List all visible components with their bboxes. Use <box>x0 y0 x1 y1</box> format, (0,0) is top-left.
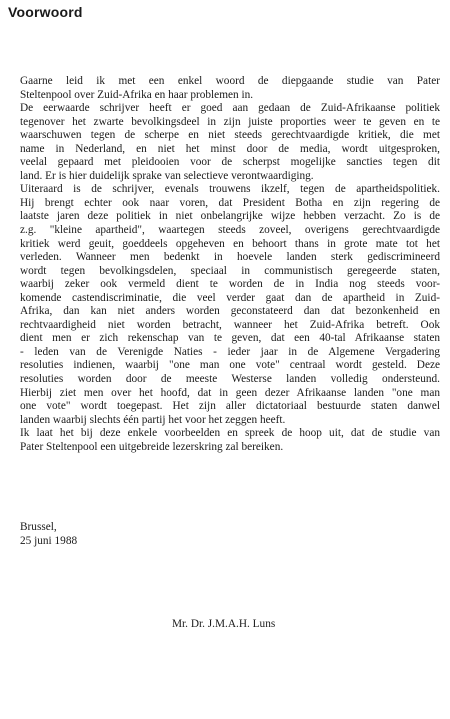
text-line: dient men er zich rekenschap van te geven, dat een 40-tal Afrikaanse staten <box>20 332 440 345</box>
closing-date: 25 juni 1988 <box>20 535 78 547</box>
signature: Mr. Dr. J.M.A.H. Luns <box>172 618 276 630</box>
closing-place: Brussel, <box>20 521 57 533</box>
text-line: resoluties worden door de meeste Westerse landen volledig ondersteund. <box>20 373 440 386</box>
text-line: wordt tegen bevolkingsdelen, speciaal in communistisch geregeerde staten, <box>20 264 440 277</box>
text-line: Pater Steltenpool een uitgebreide lezerskring zal bereiken. <box>20 440 284 453</box>
text-line: Uiteraard is de schrijver, evenals trouwens ikzelf, tegen de apartheidspolitiek. <box>20 183 440 196</box>
text-line: veelal gepaard met pleidooien voor de scherpst mogelijke sancties tegen dit <box>20 156 440 169</box>
text-line: Afrika, dan kan niet anders worden geconstateerd dan dat bezonkenheid en <box>20 305 440 318</box>
closing-block <box>20 520 77 548</box>
text-line: land. Er is hier duidelijk sprake van selectieve verontwaardiging. <box>20 169 314 182</box>
text-line: Gaarne leid ik met een enkel woord de diepgaande studie van Pater <box>20 75 440 87</box>
text-line: tegenover het zwarte bevolkingsdeel in zijn juiste proporties weer te geven en te <box>20 115 440 128</box>
text-line: waarbij zeker ook vermeld dient te worden de in India nog steeds voor- <box>20 278 440 291</box>
text-line: one vote" wordt toegepast. Het zijn aller dictatoriaal bestuurde staten danwel <box>20 400 440 413</box>
text-line: resoluties indienen, waarbij "one man one vote" centraal wordt gesteld. Deze <box>20 359 440 372</box>
text-line: rechtvaardigheid niet worden betracht, wanneer het Zuid-Afrika betreft. Ook <box>20 318 440 331</box>
body-text <box>20 75 440 454</box>
text-line: waarschuwen tegen de scherpe en niet steeds gerechtvaardigde kritiek, die met <box>20 129 440 142</box>
page-title: Voorwoord <box>8 4 83 20</box>
text-line: landen waarbij slechts één partij het voor het zeggen heeft. <box>20 413 286 426</box>
text-line: kritiek werd geuit, goeddeels opgeheven en behoort thans in grote mate tot het <box>20 237 440 250</box>
text-line: De eerwaarde schrijver heeft er goed aan gedaan de Zuid-Afrikaanse politiek <box>20 102 440 115</box>
text-line: Steltenpool over Zuid-Afrika en haar problemen in. <box>20 88 254 101</box>
text-line: laatste jaren deze politiek in niet onbelangrijke wijze hebben verzacht. Zo is de <box>20 210 440 223</box>
text-line: komende castendiscriminatie, die veel verder gaat dan de apartheid in Zuid- <box>20 291 440 304</box>
text-line: z.g. "kleine apartheid", waartegen steeds zoveel, overigens gerechtvaardigde <box>20 224 440 237</box>
text-line: name in Nederland, en niet het minst door de media, wordt uitgesproken, <box>20 142 440 155</box>
text-line: Hierbij ziet men over het hoofd, dat in geen dezer Afrikaanse landen "one man <box>20 386 440 399</box>
text-line: Hij brengt echter ook naar voren, dat President Botha en zijn regering de <box>20 196 440 209</box>
text-line: verleden. Wanneer men bedenkt in hoevele landen sterk gediscrimineerd <box>20 251 440 264</box>
text-line: Ik laat het bij deze enkele voorbeelden en spreek de hoop uit, dat de studie van <box>20 427 440 440</box>
text-line: - leden van de Verenigde Naties - ieder jaar in de Algemene Vergadering <box>20 345 440 358</box>
